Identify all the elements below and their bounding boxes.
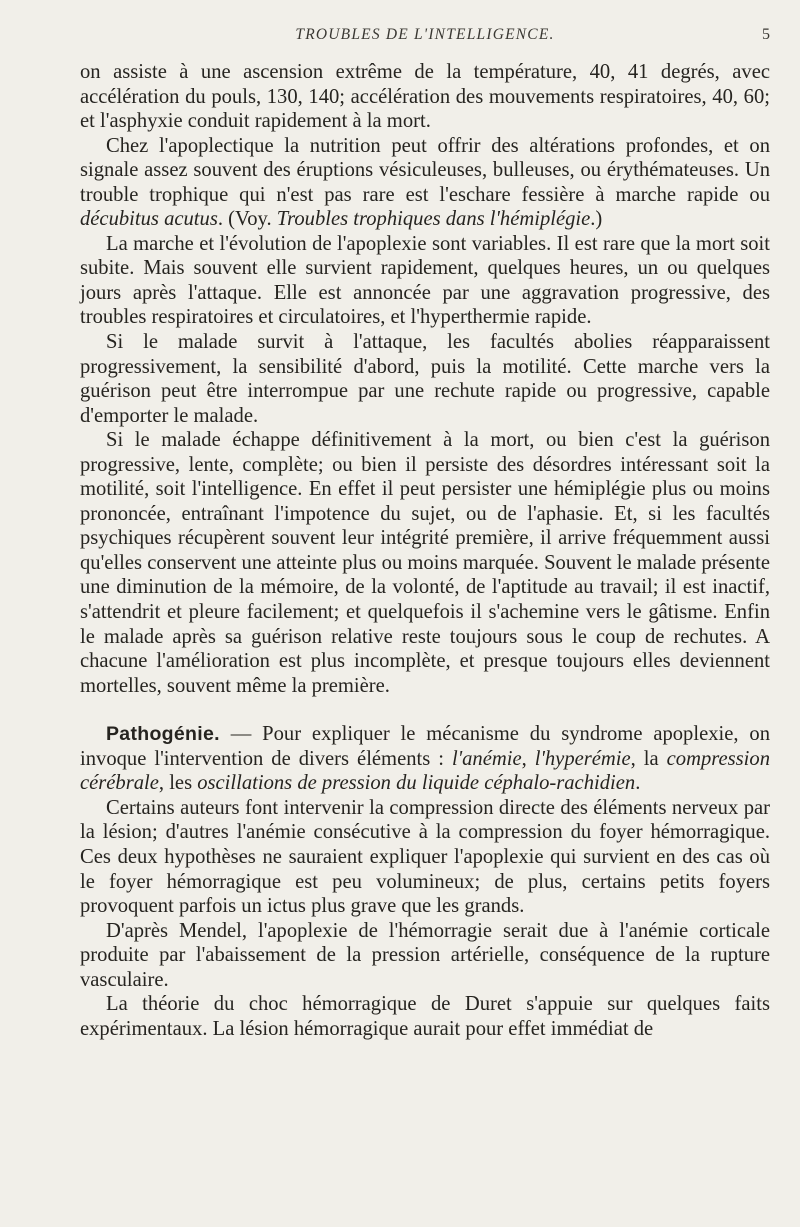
paragraph-6-i4: oscillations de pression du liquide céphalo-rachidien xyxy=(197,772,636,795)
paragraph-6-t4: , les xyxy=(158,772,198,795)
paragraph-2-end: .) xyxy=(590,208,603,231)
paragraph-2-text: Chez l'apoplectique la nutrition peut offrir des altérations profondes, et on signale assez souvent des éruptions vésiculeuses, bulleuses, ou érythémateuses. Un trouble trophique qui n'est pas rare est l'eschare fessière à marche rapide ou xyxy=(80,134,770,206)
paragraph-2-mid: . (Voy. xyxy=(217,208,277,231)
paragraph-6-i1: l'anémie xyxy=(451,747,522,770)
paragraph-5: Si le malade échappe définitivement à la mort, ou bien c'est la guérison progressive, lente, complète; ou bien il persiste des désordres intéressant soit la motilité, soit l'intelligence. En effet il peut persister une hémiplégie plus ou moins prononcée, entraînant l'impotence du sujet, ou de l'aphasie. Et, si les facultés psychiques récupèrent souvent leur intégrité première, il arrive fréquemment aussi qu'elles conservent une atteinte plus ou moins marquée. Souvent le malade présente une diminution de la mémoire, de la volonté, de l'aptitude au travail; il est inactif, s'attendrit et pleure facilement; et quelquefois il s'achemine vers le gâtisme. Enfin le malade après sa guérison relative reste toujours sous le coup de rechutes. A chacune l'amélioration est plus incomplète, et presque toujours elles deviennent mortelles, souvent même la première. xyxy=(80,429,770,697)
paragraph-6-t5: . xyxy=(635,772,641,795)
paragraph-6-i2: l'hyperémie xyxy=(534,747,631,770)
paragraph-6-t3: , la xyxy=(630,747,667,770)
paragraph-6-t2: , xyxy=(521,747,535,770)
running-title: TROUBLES DE L'INTELLIGENCE. xyxy=(295,26,555,43)
paragraph-6 xyxy=(80,722,770,796)
paragraph-2-italic-term: décubitus acutus xyxy=(80,208,218,231)
page-number: 5 xyxy=(762,26,770,43)
paragraph-7: Certains auteurs font intervenir la compression directe des éléments nerveux par la lésion; d'autres l'anémie consécutive à la compression du foyer hémorragique. Ces deux hypothèses ne sauraient expliquer l'apoplexie qui survient en des cas où le foyer hémorragique est peu volumineux; de plus, certains petits foyers provoquent parfois un ictus plus grave que les grands. xyxy=(80,796,770,918)
paragraph-3: La marche et l'évolution de l'apoplexie sont variables. Il est rare que la mort soit subite. Mais souvent elle survient rapidement, quelques heures, un ou quelques jours après l'attaque. Elle est annoncée par une aggravation progressive, des troubles respiratoires et circulatoires, et l'hyperthermie rapide. xyxy=(80,232,770,329)
page-header xyxy=(80,26,770,52)
paragraph-8: D'après Mendel, l'apoplexie de l'hémorragie serait due à l'anémie corticale produite par l'abaissement de la pression artérielle, conséquence de la rupture vasculaire. xyxy=(80,919,770,991)
body-text xyxy=(80,60,770,1041)
paragraph-2 xyxy=(80,134,770,232)
paragraph-9: La théorie du choc hémorragique de Duret s'appuie sur quelques faits expérimentaux. La lésion hémorragique aurait pour effet immédiat de xyxy=(80,993,770,1040)
paragraph-4: Si le malade survit à l'attaque, les facultés abolies réapparaissent progressivement, la sensibilité d'abord, puis la motilité. Cette marche vers la guérison peut être interrompue par une rechute rapide ou progressive, capable d'emporter le malade. xyxy=(80,331,770,427)
paragraph-1: on assiste à une ascension extrême de la température, 40, 41 degrés, avec accélération du pouls, 130, 140; accélération des mouvements respiratoires, 40, 60; et l'asphyxie conduit rapidement à la mort. xyxy=(80,61,770,133)
section-heading: Pathogénie. xyxy=(106,723,220,746)
paragraph-6-t1: — Pour expliquer le mécanisme du syndrome apoplexie, on invoque l'intervention de divers éléments : xyxy=(80,723,770,770)
paragraph-6-i3: compression cérébrale xyxy=(80,747,770,795)
paragraph-2-reference: Troubles trophiques dans l'hémiplégie xyxy=(276,208,591,231)
